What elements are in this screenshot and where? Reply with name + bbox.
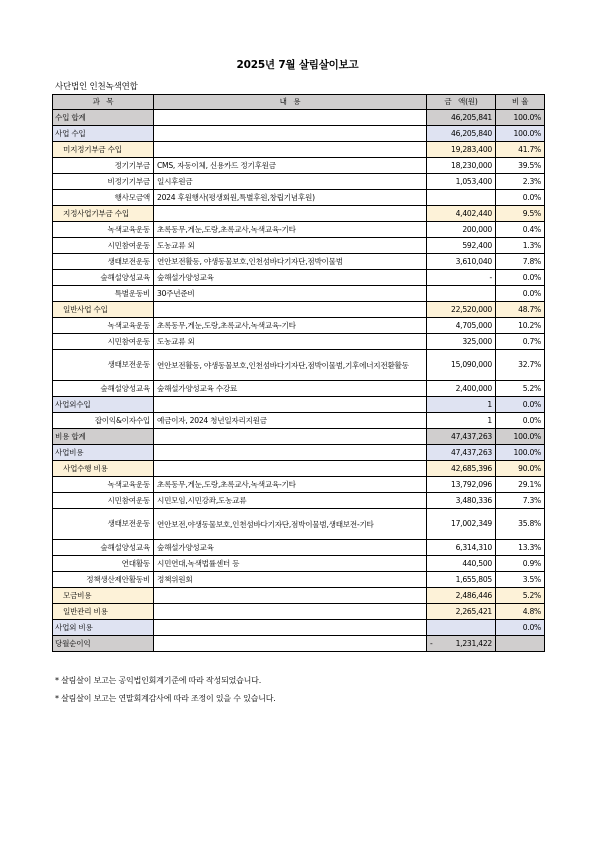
row-ratio: 7.3% — [496, 493, 545, 509]
row-ratio — [496, 636, 545, 652]
row-content: 연안보전,야생동물보호,인천섬바다기자단,점박이물범,생태보전-기타 — [154, 509, 427, 540]
row-amount: 2,265,421 — [427, 604, 496, 620]
row-ratio: 48.7% — [496, 302, 545, 318]
table-row — [53, 238, 545, 254]
row-category: 생태보전운동 — [53, 254, 154, 270]
row-content — [154, 461, 427, 477]
row-ratio: 9.5% — [496, 206, 545, 222]
row-content: 시민연대,녹색법률센터 등 — [154, 556, 427, 572]
row-category: 지정사업기부금 수입 — [53, 206, 154, 222]
amount-sign: - — [430, 638, 433, 648]
row-content — [154, 397, 427, 413]
header-ratio: 비 율 — [496, 95, 545, 110]
row-ratio: 13.3% — [496, 540, 545, 556]
row-amount: 13,792,096 — [427, 477, 496, 493]
row-category: 특별운동비 — [53, 286, 154, 302]
row-category: 사업 수입 — [53, 126, 154, 142]
row-amount — [427, 620, 496, 636]
row-amount: 46,205,840 — [427, 126, 496, 142]
row-category: 사업비용 — [53, 445, 154, 461]
organization-name: 사단법인 인천녹색연합 — [55, 82, 138, 92]
table-row — [53, 413, 545, 429]
row-category: 일반사업 수입 — [53, 302, 154, 318]
row-ratio: 41.7% — [496, 142, 545, 158]
table-row — [53, 142, 545, 158]
row-ratio: 0.0% — [496, 286, 545, 302]
financial-report-table — [52, 94, 545, 652]
amount-value: 1,231,422 — [455, 638, 492, 648]
row-category: 숲해설양성교육 — [53, 381, 154, 397]
row-content: 초록동무,게눈,도랑,초록교사,녹색교육-기타 — [154, 318, 427, 334]
row-category: 녹색교육운동 — [53, 222, 154, 238]
row-category: 정책생산제안활동비 — [53, 572, 154, 588]
row-amount: 1,655,805 — [427, 572, 496, 588]
row-content — [154, 206, 427, 222]
row-category: 정기기부금 — [53, 158, 154, 174]
row-content: 숲해설가양성교육 — [154, 270, 427, 286]
row-ratio: 100.0% — [496, 445, 545, 461]
table-row — [53, 493, 545, 509]
row-ratio: 10.2% — [496, 318, 545, 334]
row-ratio: 32.7% — [496, 350, 545, 381]
table-row — [53, 190, 545, 206]
row-amount: 42,685,396 — [427, 461, 496, 477]
table-row — [53, 588, 545, 604]
table-row — [53, 445, 545, 461]
row-content — [154, 588, 427, 604]
row-amount: 1 — [427, 397, 496, 413]
row-ratio: 90.0% — [496, 461, 545, 477]
row-amount: 22,520,000 — [427, 302, 496, 318]
table-row — [53, 604, 545, 620]
table-row — [53, 110, 545, 126]
table-row — [53, 540, 545, 556]
row-content — [154, 142, 427, 158]
table-row — [53, 302, 545, 318]
row-category: 잡이익&이자수입 — [53, 413, 154, 429]
row-ratio: 0.9% — [496, 556, 545, 572]
row-amount: 4,402,440 — [427, 206, 496, 222]
row-ratio: 1.3% — [496, 238, 545, 254]
row-amount — [427, 190, 496, 206]
row-amount: 440,500 — [427, 556, 496, 572]
row-ratio: 7.8% — [496, 254, 545, 270]
row-ratio: 100.0% — [496, 429, 545, 445]
row-category: 숲해설양성교육 — [53, 540, 154, 556]
row-amount: 3,610,040 — [427, 254, 496, 270]
row-amount: 46,205,841 — [427, 110, 496, 126]
row-ratio: 3.5% — [496, 572, 545, 588]
table-row — [53, 461, 545, 477]
row-content: 시민모임,시민강좌,도농교류 — [154, 493, 427, 509]
row-ratio: 5.2% — [496, 588, 545, 604]
table-row — [53, 270, 545, 286]
header-amount: 금 액(원) — [427, 95, 496, 110]
row-content — [154, 445, 427, 461]
row-amount: 17,002,349 — [427, 509, 496, 540]
table-row — [53, 334, 545, 350]
row-amount: 47,437,263 — [427, 445, 496, 461]
row-category: 수입 합계 — [53, 110, 154, 126]
row-amount: 3,480,336 — [427, 493, 496, 509]
row-amount: 200,000 — [427, 222, 496, 238]
row-category: 행사모금액 — [53, 190, 154, 206]
table-row — [53, 397, 545, 413]
table-row — [53, 636, 545, 652]
row-category: 일반관리 비용 — [53, 604, 154, 620]
row-content: 30주년준비 — [154, 286, 427, 302]
row-content: 예금이자, 2024 청년일자리지원금 — [154, 413, 427, 429]
row-category: 당월순이익 — [53, 636, 154, 652]
row-category: 모금비용 — [53, 588, 154, 604]
row-category: 생태보전운동 — [53, 509, 154, 540]
table-row — [53, 126, 545, 142]
row-ratio: 35.8% — [496, 509, 545, 540]
row-amount: 6,314,310 — [427, 540, 496, 556]
row-amount: 1,053,400 — [427, 174, 496, 190]
table-header-row — [53, 95, 545, 110]
row-content: 도농교류 외 — [154, 334, 427, 350]
table-row — [53, 509, 545, 540]
row-category: 숲해설양성교육 — [53, 270, 154, 286]
row-content — [154, 604, 427, 620]
row-content: 일시후원금 — [154, 174, 427, 190]
row-content: CMS, 자동이체, 신용카드 정기후원금 — [154, 158, 427, 174]
row-category: 사업외수입 — [53, 397, 154, 413]
table-row — [53, 222, 545, 238]
footnote: * 살림살이 보고는 공익법인회계기준에 따라 작성되었습니다. — [55, 676, 262, 685]
row-category: 비용 합계 — [53, 429, 154, 445]
row-amount: 592,400 — [427, 238, 496, 254]
table-row — [53, 254, 545, 270]
row-amount: 18,230,000 — [427, 158, 496, 174]
row-content — [154, 620, 427, 636]
row-ratio: 0.0% — [496, 620, 545, 636]
row-content: 도농교류 외 — [154, 238, 427, 254]
row-category: 사업수행 비용 — [53, 461, 154, 477]
row-ratio: 0.0% — [496, 190, 545, 206]
row-content: 숲해설가양성교육 수강료 — [154, 381, 427, 397]
row-category: 비정기기부금 — [53, 174, 154, 190]
row-amount: 2,400,000 — [427, 381, 496, 397]
row-content: 연안보전활동, 야생동물보호,인천섬바다기자단,점박이물범,기후에너지전환활동 — [154, 350, 427, 381]
table-row — [53, 429, 545, 445]
row-ratio: 100.0% — [496, 110, 545, 126]
table-row — [53, 286, 545, 302]
row-category: 녹색교육운동 — [53, 477, 154, 493]
row-ratio: 0.7% — [496, 334, 545, 350]
row-content — [154, 126, 427, 142]
row-amount: 19,283,400 — [427, 142, 496, 158]
row-category: 녹색교육운동 — [53, 318, 154, 334]
row-content — [154, 636, 427, 652]
row-ratio: 39.5% — [496, 158, 545, 174]
row-ratio: 100.0% — [496, 126, 545, 142]
row-ratio: 4.8% — [496, 604, 545, 620]
table-row — [53, 572, 545, 588]
table-row — [53, 174, 545, 190]
row-category: 시민참여운동 — [53, 238, 154, 254]
table-row — [53, 158, 545, 174]
row-content — [154, 110, 427, 126]
row-ratio: 0.4% — [496, 222, 545, 238]
row-category: 미지정기부금 수입 — [53, 142, 154, 158]
row-amount: 2,486,446 — [427, 588, 496, 604]
row-amount: - — [427, 270, 496, 286]
row-ratio: 0.0% — [496, 270, 545, 286]
row-amount: 15,090,000 — [427, 350, 496, 381]
row-amount — [427, 636, 496, 652]
footnotes — [55, 672, 276, 708]
row-content: 초록동무,게눈,도랑,초록교사,녹색교육-기타 — [154, 477, 427, 493]
row-category: 시민참여운동 — [53, 334, 154, 350]
row-content: 연안보전활동, 야생동물보호,인천섬바다기자단,점박이물범 — [154, 254, 427, 270]
row-ratio: 0.0% — [496, 413, 545, 429]
row-content — [154, 302, 427, 318]
footnote: * 살림살이 보고는 연말회계감사에 따라 조정이 있을 수 있습니다. — [55, 694, 276, 703]
row-category: 사업외 비용 — [53, 620, 154, 636]
row-ratio: 29.1% — [496, 477, 545, 493]
table-row — [53, 477, 545, 493]
row-amount: 325,000 — [427, 334, 496, 350]
report-table-body — [53, 95, 545, 652]
row-amount: 1 — [427, 413, 496, 429]
table-row — [53, 556, 545, 572]
table-row — [53, 350, 545, 381]
row-content — [154, 429, 427, 445]
row-category: 생태보전운동 — [53, 350, 154, 381]
row-category: 연대활동 — [53, 556, 154, 572]
row-ratio: 2.3% — [496, 174, 545, 190]
header-content: 내 용 — [154, 95, 427, 110]
header-category: 과 목 — [53, 95, 154, 110]
table-row — [53, 318, 545, 334]
table-row — [53, 620, 545, 636]
row-category: 시민참여운동 — [53, 493, 154, 509]
row-content: 초록동무,게눈,도랑,초록교사,녹색교육-기타 — [154, 222, 427, 238]
table-row — [53, 206, 545, 222]
table-row — [53, 381, 545, 397]
row-amount: 47,437,263 — [427, 429, 496, 445]
row-content: 2024 후원행사(평생회원,특별후원,창립기념후원) — [154, 190, 427, 206]
row-amount — [427, 286, 496, 302]
row-content: 숲해설가양성교육 — [154, 540, 427, 556]
row-ratio: 5.2% — [496, 381, 545, 397]
report-title: 2025년 7월 살림살이보고 — [236, 59, 359, 71]
row-content: 정책위원회 — [154, 572, 427, 588]
row-ratio: 0.0% — [496, 397, 545, 413]
row-amount: 4,705,000 — [427, 318, 496, 334]
